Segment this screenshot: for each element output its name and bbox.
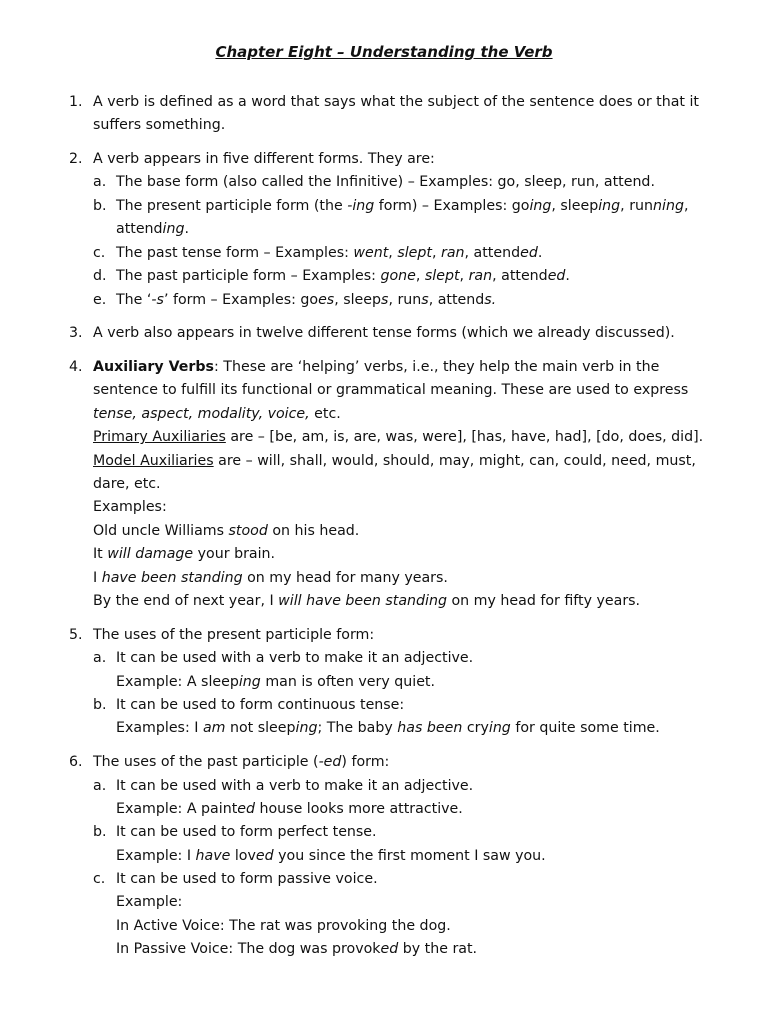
item-6c-passive-voice: In Passive Voice: The dog was provoked by the rat. xyxy=(116,941,478,957)
item-5b-example: Examples: I am not sleeping; The baby has been crying for quite some time. xyxy=(116,720,660,736)
item-6-letter-a: a. xyxy=(93,778,107,794)
item-2-letter-b: b. xyxy=(93,198,107,214)
item-6-letter-c: c. xyxy=(93,871,106,887)
model-auxiliaries-line: Model Auxiliaries are – will, shall, would, should, may, might, can, could, need, must, xyxy=(93,453,696,469)
item-6-letter-b: b. xyxy=(93,824,107,840)
item-6a-example: Example: A painted house looks more attractive. xyxy=(116,801,463,817)
item-number-1: 1. xyxy=(69,94,83,110)
item-number-6: 6. xyxy=(69,754,83,770)
item-5a-example: Example: A sleeping man is often very quiet. xyxy=(116,674,436,690)
item-2e-text: The ‘-s’ form – Examples: goes, sleeps, runs, attends. xyxy=(116,292,497,308)
item-3-text: A verb also appears in twelve different tense forms (which we already discussed). xyxy=(93,325,675,341)
item-2-letter-d: d. xyxy=(93,268,107,284)
example-4: By the end of next year, I will have been standing on my head for fifty years. xyxy=(93,593,641,609)
item-number-3: 3. xyxy=(69,325,83,341)
item-5a-text: It can be used with a verb to make it an adjective. xyxy=(116,650,474,666)
item-5-intro: The uses of the present participle form: xyxy=(93,627,375,643)
item-6b-text: It can be used to form perfect tense. xyxy=(116,824,377,840)
example-2: It will damage your brain. xyxy=(93,546,276,562)
item-1-line-1: A verb is defined as a word that says what the subject of the sentence does or that it xyxy=(93,94,699,110)
item-1-line-2: suffers something. xyxy=(93,117,226,133)
item-2-letter-e: e. xyxy=(93,292,107,308)
item-4-line-1: Auxiliary Verbs: These are ‘helping’ verbs, i.e., they help the main verb in the xyxy=(93,359,660,375)
example-1: Old uncle Williams stood on his head. xyxy=(93,523,360,539)
item-6c-example-label: Example: xyxy=(116,894,183,910)
item-6c-active-voice: In Active Voice: The rat was provoking the dog. xyxy=(116,918,451,934)
item-4-line-3: tense, aspect, modality, voice, etc. xyxy=(93,406,341,422)
item-5-letter-b: b. xyxy=(93,697,107,713)
item-6a-text: It can be used with a verb to make it an adjective. xyxy=(116,778,474,794)
item-2d-text: The past participle form – Examples: gone, slept, ran, attended. xyxy=(116,268,570,284)
item-5b-text: It can be used to form continuous tense: xyxy=(116,697,405,713)
model-auxiliaries-cont: dare, etc. xyxy=(93,476,161,492)
item-6-intro: The uses of the past participle (-ed) form: xyxy=(93,754,390,770)
examples-label: Examples: xyxy=(93,499,167,515)
item-5-letter-a: a. xyxy=(93,650,107,666)
item-2b-line-1: The present participle form (the -ing form) – Examples: going, sleeping, running, xyxy=(116,198,689,214)
item-2-letter-a: a. xyxy=(93,174,107,190)
item-2c-text: The past tense form – Examples: went, slept, ran, attended. xyxy=(116,245,543,261)
item-2b-line-2: attending. xyxy=(116,221,190,237)
primary-auxiliaries-line: Primary Auxiliaries are – [be, am, is, are, was, were], [has, have, had], [do, does, did]. xyxy=(93,429,704,445)
item-2-letter-c: c. xyxy=(93,245,106,261)
item-6c-text: It can be used to form passive voice. xyxy=(116,871,378,887)
item-4-line-2: sentence to fulfill its functional or grammatical meaning. These are used to express xyxy=(93,382,689,398)
item-2-intro: A verb appears in five different forms. They are: xyxy=(93,151,435,167)
example-3: I have been standing on my head for many years. xyxy=(93,570,448,586)
item-2a-text: The base form (also called the Infinitive) – Examples: go, sleep, run, attend. xyxy=(116,174,655,190)
item-6b-example: Example: I have loved you since the first moment I saw you. xyxy=(116,848,546,864)
page-title: Chapter Eight – Understanding the Verb xyxy=(215,43,553,61)
item-number-2: 2. xyxy=(69,151,83,167)
item-number-4: 4. xyxy=(69,359,83,375)
item-number-5: 5. xyxy=(69,627,83,643)
